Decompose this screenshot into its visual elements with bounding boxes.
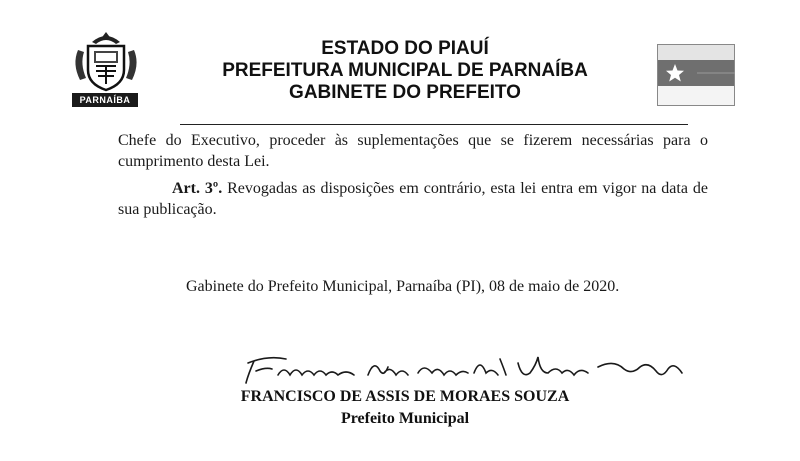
header-divider xyxy=(180,124,688,125)
crest-label: PARNAÍBA xyxy=(72,93,138,107)
signer-block xyxy=(200,386,610,430)
handwritten-signature xyxy=(238,345,688,390)
coat-of-arms-icon xyxy=(70,30,142,110)
paragraph-continuation: Chefe do Executivo, proceder às suplementações que se fizerem necessárias para o cumprimento desta Lei. xyxy=(118,132,708,170)
header-prefecture: PREFEITURA MUNICIPAL DE PARNAÍBA xyxy=(222,60,588,81)
document-header xyxy=(180,38,630,104)
signer-title: Prefeito Municipal xyxy=(340,410,470,427)
article-label: Art. 3º. xyxy=(172,180,223,197)
place-and-date: Gabinete do Prefeito Municipal, Parnaíba (PI), 08 de maio de 2020. xyxy=(186,278,620,295)
header-office: GABINETE DO PREFEITO xyxy=(289,82,521,103)
article-3 xyxy=(118,178,708,220)
flag-icon xyxy=(657,44,735,106)
header-state: ESTADO DO PIAUÍ xyxy=(321,38,489,59)
signer-name: FRANCISCO DE ASSIS DE MORAES SOUZA xyxy=(240,388,570,405)
article-text: Revogadas as disposições em contrário, esta lei entra em vigor na data de sua publicação. xyxy=(118,180,708,218)
